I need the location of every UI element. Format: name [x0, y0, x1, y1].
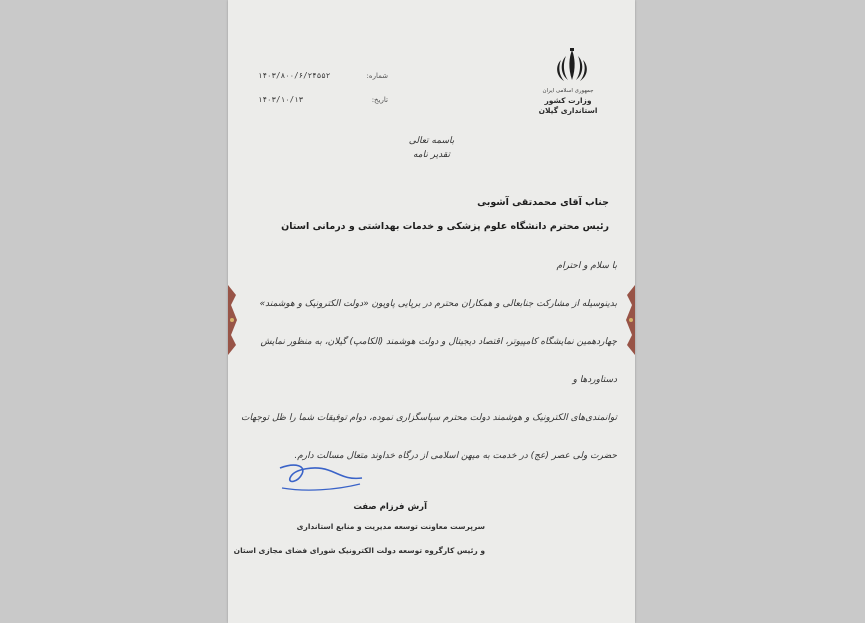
letterhead-text	[518, 86, 618, 116]
ornament-left-icon	[228, 285, 238, 355]
body-line: توانمندی‌های الکترونیک و هوشمند دولت محترم سپاسگزاری نموده، دوام توفیقات شما را ظل توجهات	[241, 413, 617, 423]
body-line: چهاردهمین نمایشگاه کامپیوتر، اقتصاد دیجیتال و دولت هوشمند (الکامپ) گیلان، به منظور نمایش دستاوردها و	[260, 337, 617, 385]
addressee	[249, 191, 609, 239]
invocation: باسمه تعالی	[408, 136, 455, 146]
number-label: شماره:	[366, 72, 388, 80]
signer-name: آرش فرزام صفت	[353, 502, 427, 512]
date-value: ۱۴۰۳/۱۰/۱۳	[258, 95, 304, 104]
signer-titles	[234, 515, 485, 563]
letterhead-ministry: وزارت کشور	[544, 96, 592, 105]
date-label: تاریخ:	[371, 96, 388, 104]
addressee-position: رئیس محترم دانشگاه علوم پزشکی و خدمات بهداشتی و درمانی استان	[281, 221, 609, 232]
body-line: حضرت ولی عصر (عج) در خدمت به میهن اسلامی از درگاه خداوند متعال مسالت دارم.	[294, 451, 617, 461]
ornament-right-icon	[625, 285, 635, 355]
letterhead-country: جمهوری اسلامی ایران	[542, 88, 594, 94]
body-line: بدینوسیله از مشارکت جنابعالی و همکاران محترم در برپایی پاویون «دولت الکترونیک و هوشمند»	[259, 299, 617, 309]
signer-title-2: و رئیس کارگروه توسعه دولت الکترونیک شورای فضای مجازی استان	[233, 546, 485, 555]
letterhead-office: استانداری گیلان	[538, 106, 598, 115]
greeting: با سلام و احترام	[556, 261, 617, 271]
iran-emblem-icon	[542, 46, 602, 86]
letter-meta	[258, 64, 388, 112]
letter-subject: تقدیر نامه	[412, 150, 450, 160]
addressee-name: جناب آقای محمدتقی آشوبی	[477, 197, 609, 208]
signer-title-1: سرپرست معاونت توسعه مدیریت و منابع استانداری	[296, 522, 485, 531]
number-value: ۱۴۰۳/۸۰۰/۶/۲۴۵۵۲	[258, 71, 331, 80]
letter-body	[237, 247, 617, 475]
signature-image	[276, 458, 366, 498]
letter-page	[228, 0, 635, 623]
